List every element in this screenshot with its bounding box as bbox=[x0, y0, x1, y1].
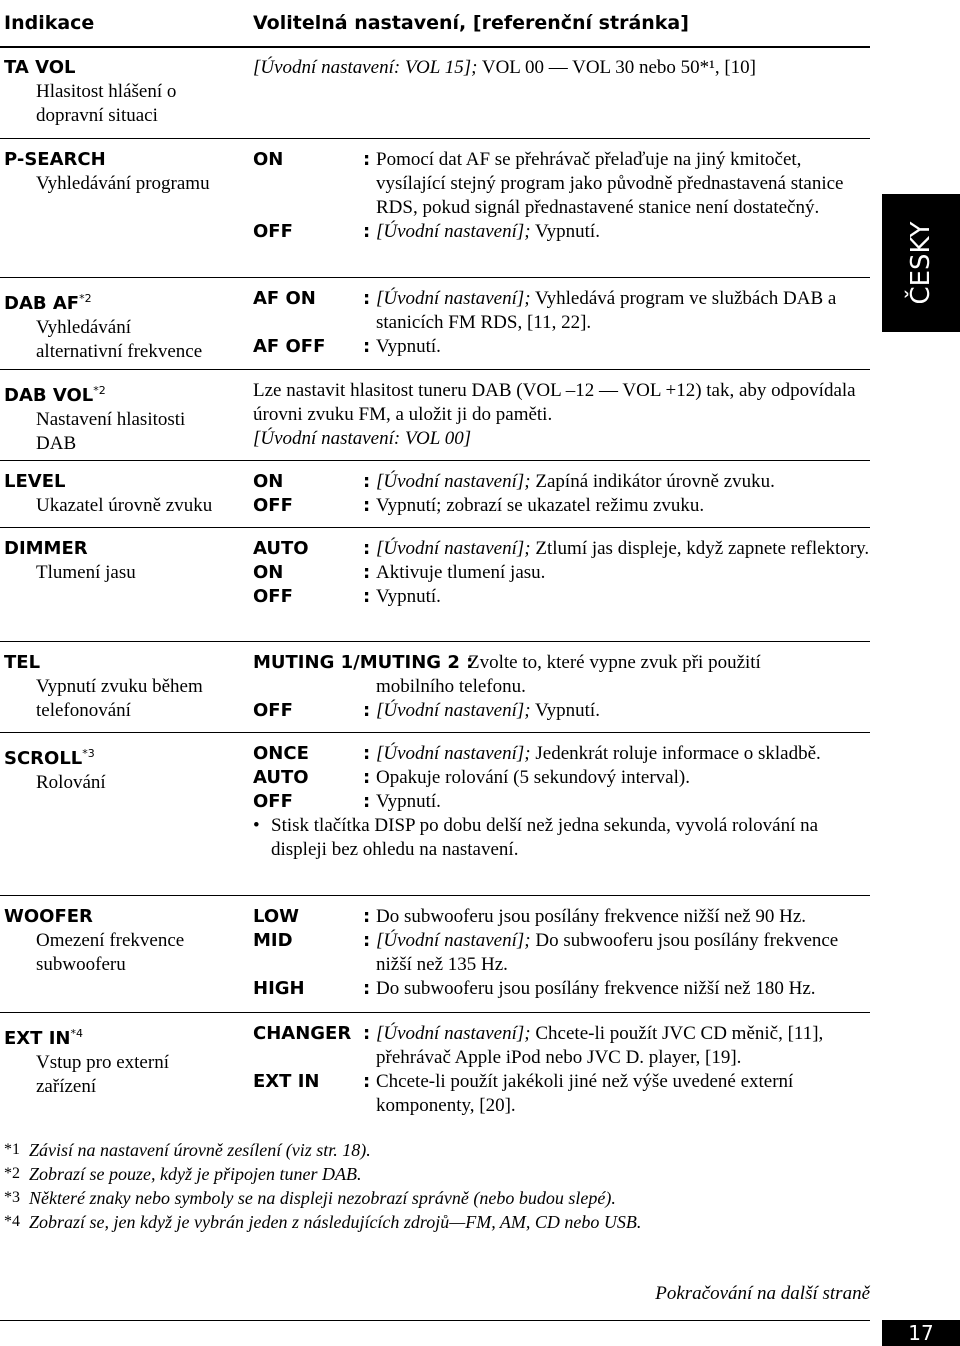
option-desc: Opakuje rolování (5 sekundový interval). bbox=[376, 767, 690, 788]
row-label bbox=[4, 537, 136, 585]
option-desc: Chcete-li použít jakékoli jiné než výše uvedené externí komponenty, [20]. bbox=[376, 1071, 794, 1116]
option-key: EXT IN bbox=[253, 1071, 320, 1092]
colon: : bbox=[363, 471, 371, 492]
colon: : bbox=[363, 336, 371, 357]
item-desc: Omezení frekvence bbox=[36, 930, 185, 951]
scroll-note bbox=[253, 814, 870, 862]
option-desc: mobilního telefonu. bbox=[376, 676, 526, 697]
default-setting: [Úvodní nastavení]; bbox=[376, 471, 531, 492]
item-desc: Vyhledávání programu bbox=[36, 173, 210, 194]
item-desc: Hlasitost hlášení o bbox=[36, 81, 177, 102]
option-desc: Vypnutí. bbox=[376, 586, 441, 607]
colon: : bbox=[363, 221, 371, 242]
footnote-ref: *4 bbox=[70, 1027, 83, 1040]
option-desc: Aktivuje tlumení jasu. bbox=[376, 562, 546, 583]
colon: : bbox=[363, 791, 371, 812]
footnote bbox=[4, 1138, 854, 1162]
item-desc: telefonování bbox=[36, 700, 131, 721]
colon: : bbox=[363, 978, 371, 999]
option-ext-in bbox=[253, 1070, 870, 1118]
row-options bbox=[253, 651, 870, 723]
option-key: ON bbox=[253, 149, 284, 170]
colon: : bbox=[363, 586, 371, 607]
option-key: AUTO bbox=[253, 538, 309, 559]
option-desc: Vypnutí. bbox=[376, 336, 441, 357]
colon: : bbox=[363, 149, 371, 170]
footnote-text: Závisí na nastavení úrovně zesílení (viz str. 18). bbox=[29, 1140, 371, 1160]
footnote bbox=[4, 1186, 854, 1210]
row-label bbox=[4, 905, 184, 977]
option-desc: Do subwooferu jsou posílány frekvence nižší než 180 Hz. bbox=[376, 978, 816, 999]
default-setting: [Úvodní nastavení]; bbox=[376, 288, 531, 309]
option-muting bbox=[253, 651, 870, 699]
row-level bbox=[0, 460, 870, 529]
option-desc: Ztlumí jas displeje, když zapnete reflektory. bbox=[530, 538, 870, 559]
option-key: HIGH bbox=[253, 978, 305, 999]
row-scroll bbox=[0, 732, 870, 895]
option-once bbox=[253, 742, 870, 766]
option-desc: Vypnutí. bbox=[530, 221, 600, 242]
row-options bbox=[253, 742, 870, 862]
option-off bbox=[253, 494, 870, 518]
default-setting: [Úvodní nastavení]; bbox=[376, 1023, 531, 1044]
option-high bbox=[253, 977, 870, 1001]
item-name: TA VOL bbox=[4, 57, 76, 78]
option-desc: Vypnutí. bbox=[530, 700, 600, 721]
option-key: AF ON bbox=[253, 288, 316, 309]
default-setting: [Úvodní nastavení]; bbox=[376, 700, 531, 721]
row-options bbox=[253, 287, 870, 359]
option-key: LOW bbox=[253, 906, 299, 927]
row-options bbox=[253, 148, 870, 244]
footnote-mark: *1 bbox=[4, 1141, 20, 1158]
option-key: AUTO bbox=[253, 767, 309, 788]
row-label bbox=[4, 287, 202, 364]
default-setting: [Úvodní nastavení: VOL 15]; bbox=[253, 57, 478, 78]
option-desc: Vypnutí; zobrazí se ukazatel režimu zvuku. bbox=[376, 495, 705, 516]
colon: : bbox=[363, 767, 371, 788]
item-desc: alternativní frekvence bbox=[36, 341, 203, 362]
option-off bbox=[253, 585, 870, 609]
row-ta-vol bbox=[0, 56, 870, 136]
row-woofer bbox=[0, 895, 870, 1012]
option-key: CHANGER bbox=[253, 1023, 352, 1044]
item-desc: Ukazatel úrovně zvuku bbox=[36, 495, 213, 516]
row-label bbox=[4, 56, 176, 128]
option-key: OFF bbox=[253, 791, 293, 812]
row-dab-af bbox=[0, 277, 870, 374]
footnote-text: Zobrazí se, jen když je vybrán jeden z následujících zdrojů—FM, AM, CD nebo USB. bbox=[29, 1212, 642, 1232]
page-number: 17 bbox=[882, 1320, 960, 1346]
option-desc: Jedenkrát roluje informace o skladbě. bbox=[530, 743, 821, 764]
item-name: LEVEL bbox=[4, 471, 66, 492]
item-desc: zařízení bbox=[36, 1076, 97, 1097]
colon: : bbox=[363, 743, 371, 764]
option-desc: Zapíná indikátor úrovně zvuku. bbox=[530, 471, 775, 492]
option-auto bbox=[253, 537, 870, 561]
language-tab-label: ČESKY bbox=[906, 221, 936, 305]
option-desc: Vypnutí. bbox=[376, 791, 441, 812]
item-desc: Vstup pro externí bbox=[36, 1052, 169, 1073]
row-options bbox=[253, 470, 870, 518]
footnote bbox=[4, 1210, 854, 1234]
option-on bbox=[253, 470, 870, 494]
option-key: ON bbox=[253, 562, 284, 583]
option-key: OFF bbox=[253, 221, 293, 242]
colon: : bbox=[363, 700, 371, 721]
option-desc: Lze nastavit hlasitost tuneru DAB (VOL –12 — VOL +12) tak, aby odpovídala úrovni zvuku FM, a uložit ji do paměti. bbox=[253, 380, 856, 425]
item-desc: Tlumení jasu bbox=[36, 562, 136, 583]
option-key: OFF bbox=[253, 700, 293, 721]
row-label bbox=[4, 742, 106, 795]
option-key: OFF bbox=[253, 495, 293, 516]
item-desc: subwooferu bbox=[36, 954, 126, 975]
row-dimmer bbox=[0, 527, 870, 642]
row-label bbox=[4, 651, 203, 723]
header-settings: Volitelná nastavení, [referenční stránka] bbox=[253, 12, 689, 34]
table-header bbox=[0, 0, 870, 48]
option-off bbox=[253, 220, 870, 244]
option-low bbox=[253, 905, 870, 929]
item-desc: Rolování bbox=[36, 772, 106, 793]
colon: : bbox=[363, 906, 371, 927]
option-mid bbox=[253, 929, 870, 977]
item-name: P-SEARCH bbox=[4, 149, 106, 170]
continued-note: Pokračování na další straně bbox=[655, 1283, 870, 1304]
footnote-mark: *3 bbox=[4, 1189, 20, 1206]
default-setting: [Úvodní nastavení]; bbox=[376, 930, 531, 951]
option-desc: Pomocí dat AF se přehrávač přelaďuje na jiný kmitočet, vysílající stejný program jako původně přednastavená stanice RDS, pokud signál přednastavené stanice není dostatečný. bbox=[376, 149, 844, 218]
row-options bbox=[253, 537, 870, 609]
footnote-ref: *2 bbox=[79, 292, 92, 305]
item-desc: dopravní situaci bbox=[36, 105, 158, 126]
option-auto bbox=[253, 766, 870, 790]
option-desc: Zvolte to, které vypne zvuk při použití bbox=[468, 652, 761, 673]
default-setting: [Úvodní nastavení: VOL 00] bbox=[253, 428, 472, 449]
header-indikace: Indikace bbox=[4, 12, 95, 34]
row-p-search bbox=[0, 138, 870, 273]
option-key: MID bbox=[253, 930, 293, 951]
row-tel bbox=[0, 641, 870, 734]
option-af-on bbox=[253, 287, 870, 335]
item-desc: Vypnutí zvuku během bbox=[36, 676, 203, 697]
footnotes bbox=[4, 1138, 854, 1234]
footnote-ref: *3 bbox=[82, 747, 95, 760]
note-text: Stisk tlačítka DISP po dobu delší než jedna sekunda, vyvolá rolování na displeji bez ohledu na nastavení. bbox=[271, 815, 819, 860]
default-setting: [Úvodní nastavení]; bbox=[376, 743, 531, 764]
option-off bbox=[253, 699, 870, 723]
colon: : bbox=[363, 1023, 371, 1044]
row-options bbox=[253, 379, 870, 451]
item-name: SCROLL bbox=[4, 748, 83, 769]
row-label bbox=[4, 470, 212, 518]
option-desc: Do subwooferu jsou posílány frekvence nižší než 135 Hz. bbox=[376, 930, 839, 975]
option-on bbox=[253, 561, 870, 585]
footnote-mark: *2 bbox=[4, 1165, 20, 1182]
bullet-icon: • bbox=[253, 815, 260, 836]
footnote-mark: *4 bbox=[4, 1213, 20, 1230]
range-text: VOL 00 — VOL 30 nebo 50*¹, [10] bbox=[477, 57, 756, 78]
colon: : bbox=[363, 562, 371, 583]
option-key: MUTING 1/MUTING 2 : bbox=[253, 652, 474, 673]
row-dab-vol bbox=[0, 369, 870, 464]
item-name: TEL bbox=[4, 652, 41, 673]
option-off bbox=[253, 790, 870, 814]
bottom-rule bbox=[0, 1320, 870, 1321]
option-desc: Vyhledává program ve službách DAB a stanicích FM RDS, [11, 22]. bbox=[376, 288, 837, 333]
option-key: OFF bbox=[253, 586, 293, 607]
colon: : bbox=[363, 288, 371, 309]
option-af-off bbox=[253, 335, 870, 359]
item-name: WOOFER bbox=[4, 906, 93, 927]
option-desc: Chcete-li použít JVC CD měnič, [11], přehrávač Apple iPod nebo JVC D. player, [19]. bbox=[376, 1023, 824, 1068]
footnote-text: Některé znaky nebo symboly se na displeji nezobrazí správně (nebo budou slepé). bbox=[29, 1188, 616, 1208]
footnote-text: Zobrazí se pouze, když je připojen tuner DAB. bbox=[29, 1164, 362, 1184]
item-name: DAB VOL bbox=[4, 385, 94, 406]
row-options bbox=[253, 1022, 870, 1118]
option-key: ON bbox=[253, 471, 284, 492]
item-desc: DAB bbox=[36, 433, 77, 454]
row-label bbox=[4, 1022, 169, 1099]
footnote-ref: *2 bbox=[93, 384, 106, 397]
item-name: EXT IN bbox=[4, 1028, 71, 1049]
option-changer bbox=[253, 1022, 870, 1070]
item-desc: Nastavení hlasitosti bbox=[36, 409, 186, 430]
row-options bbox=[253, 56, 870, 80]
colon: : bbox=[363, 1071, 371, 1092]
item-desc: Vyhledávání bbox=[36, 317, 131, 338]
row-ext-in bbox=[0, 1012, 870, 1131]
row-label bbox=[4, 148, 210, 196]
option-key: ONCE bbox=[253, 743, 309, 764]
option-on bbox=[253, 148, 870, 220]
default-setting: [Úvodní nastavení]; bbox=[376, 538, 531, 559]
option-key: AF OFF bbox=[253, 336, 326, 357]
language-tab bbox=[882, 194, 960, 332]
row-label bbox=[4, 379, 185, 456]
row-options bbox=[253, 905, 870, 1001]
option-desc: Do subwooferu jsou posílány frekvence nižší než 90 Hz. bbox=[376, 906, 807, 927]
item-name: DAB AF bbox=[4, 293, 80, 314]
footnote bbox=[4, 1162, 854, 1186]
item-name: DIMMER bbox=[4, 538, 88, 559]
colon: : bbox=[363, 930, 371, 951]
default-setting: [Úvodní nastavení]; bbox=[376, 221, 531, 242]
colon: : bbox=[363, 538, 371, 559]
colon: : bbox=[363, 495, 371, 516]
